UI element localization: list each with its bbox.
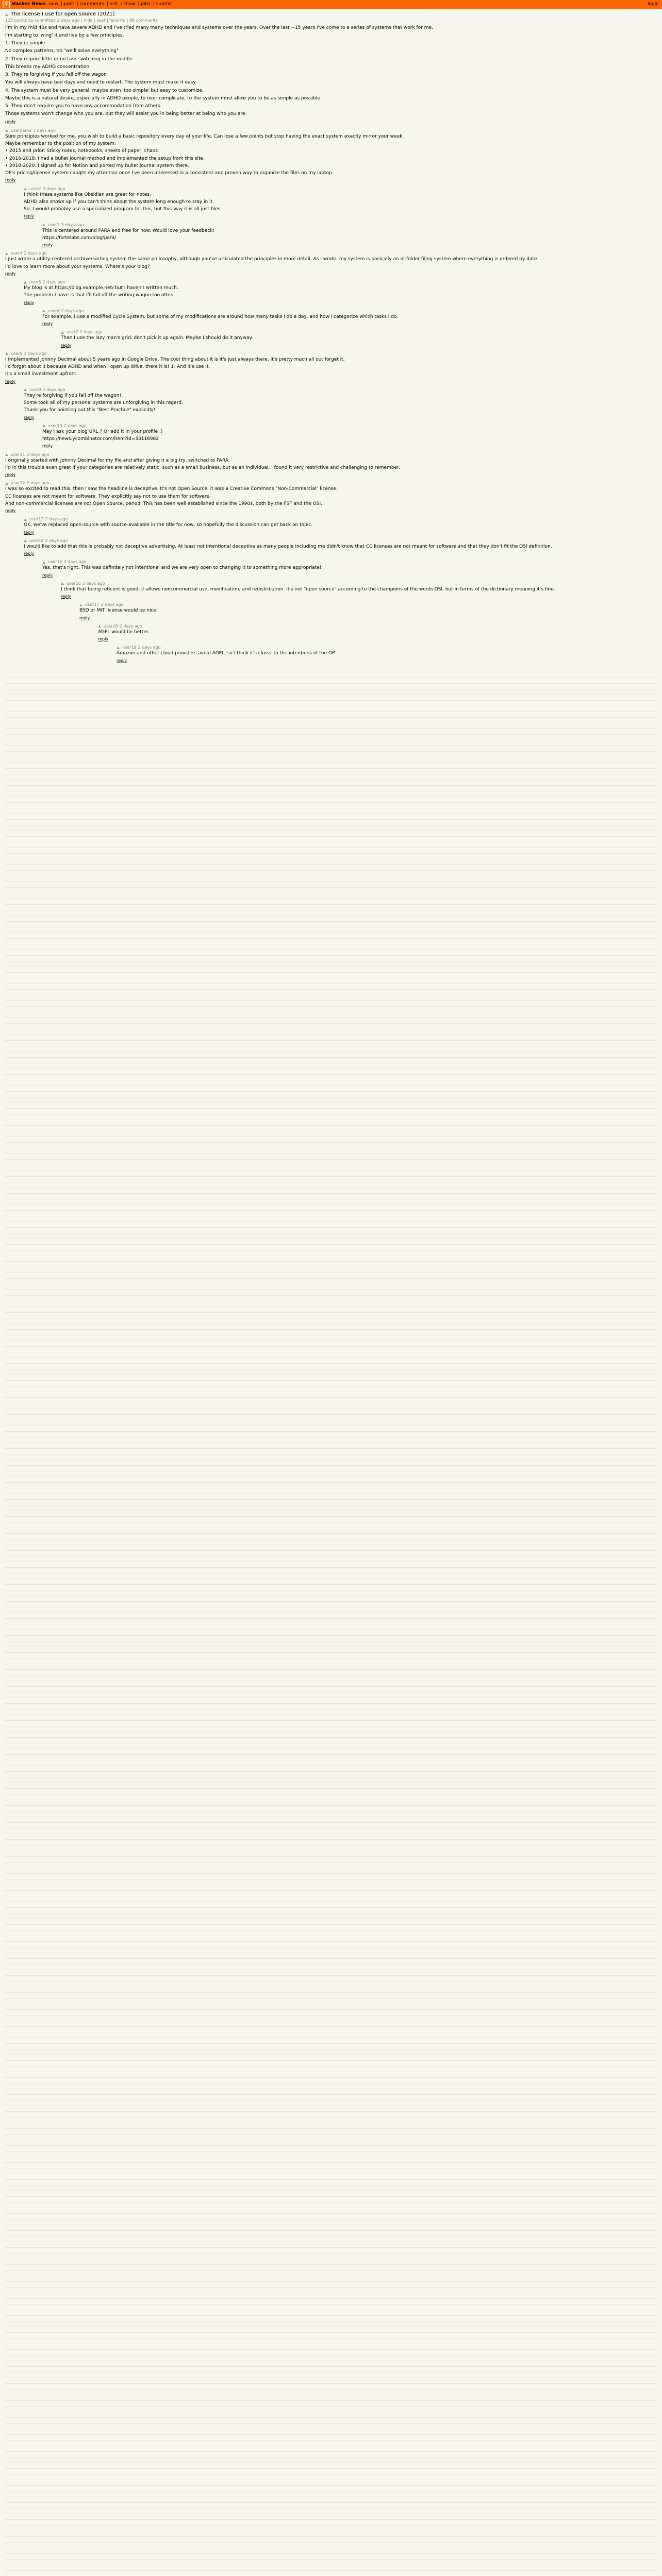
comment-age[interactable]: 2 days ago	[24, 251, 47, 256]
upvote-icon[interactable]	[24, 388, 27, 391]
reply-link[interactable]: reply	[117, 658, 127, 663]
comment-text	[79, 608, 657, 614]
nav-links: new | past | comments | ask | show | jobs | submit	[48, 2, 172, 7]
comment-age[interactable]: 2 days ago	[63, 423, 87, 428]
reply-link[interactable]: reply	[5, 178, 16, 183]
comment-meta	[61, 330, 657, 335]
comment	[42, 560, 657, 579]
comment-user[interactable]: user2	[29, 186, 41, 191]
story-paragraph: 3. They're forgiving if you fall off the wagon	[5, 72, 107, 77]
comment-user[interactable]: user19	[122, 645, 137, 650]
upvote-icon[interactable]	[79, 604, 82, 606]
comment-age[interactable]: 2 days ago	[63, 560, 87, 565]
comment-paragraph: ADHD also shows up if you can't think about the system long enough to stay in it.	[24, 199, 214, 205]
comment-text	[5, 458, 657, 471]
comment-paragraph: It's a small investment upfront.	[5, 371, 78, 377]
comment-text	[24, 544, 657, 550]
upvote-icon[interactable]	[42, 561, 45, 564]
comment	[5, 452, 657, 479]
upvote-icon[interactable]	[42, 425, 45, 427]
comment-paragraph: DP's pricing/license system caught my attention once I've been interested in a consistent and proven way to organize the files on my laptop.	[5, 171, 334, 176]
upvote-icon[interactable]	[5, 129, 8, 132]
story-paragraph: 2. They require little or no task switching in the middle	[5, 56, 133, 62]
nav-comments[interactable]: comments	[79, 2, 104, 7]
comment-user[interactable]: user15	[48, 560, 62, 565]
comment-user[interactable]: user10	[48, 423, 62, 428]
comment-age[interactable]: 2 days ago	[138, 645, 161, 650]
comment-paragraph: The problem I have is that I'll fall off the writing wagon too often.	[24, 293, 175, 298]
more-comments	[5, 667, 657, 2576]
comment	[5, 251, 657, 277]
comment-text	[24, 285, 657, 299]
comment-user[interactable]: user7	[67, 330, 78, 335]
comment-text	[5, 357, 657, 378]
comment-meta	[5, 481, 657, 486]
comment-paragraph: Yes, that's right. This was definitely not intentional and we are very open to changing it to something more appropriate!	[42, 565, 322, 571]
comment-text	[42, 314, 657, 320]
story-paragraph: I'm in my mid 40s and have severe ADHD and I've tried many many techniques and systems over the years. Over the last ~15 years I've come to a series of systems that work for me.	[5, 25, 433, 30]
comment-meta	[61, 581, 657, 586]
comment-user[interactable]: user11	[11, 452, 25, 457]
upvote-icon[interactable]	[61, 331, 64, 334]
comment-text	[24, 192, 657, 213]
comment-age[interactable]: 2 days ago	[61, 308, 84, 313]
story-paragraph: No complex patterns, no "we'll solve everything"	[5, 48, 119, 54]
upvote-icon[interactable]	[24, 281, 27, 284]
comment-meta	[5, 351, 657, 357]
comment-meta	[5, 251, 657, 256]
comment	[24, 387, 657, 421]
comment-user[interactable]: user6	[48, 308, 60, 313]
nav-jobs[interactable]: jobs	[141, 2, 151, 7]
comment-user[interactable]: user14	[29, 538, 44, 543]
comment-meta	[24, 517, 657, 522]
comment-text	[42, 429, 657, 443]
reply-link[interactable]: reply	[24, 300, 35, 305]
comment-paragraph: Sure principles worked for me, you wish to build a basic repository every day of your life. Can lose a few points but stop having the exact system exactly mirror your week.	[5, 133, 404, 139]
comment	[117, 645, 657, 664]
comment-text	[24, 393, 657, 414]
comment-meta	[24, 538, 657, 544]
comment-text	[98, 630, 657, 635]
upvote-icon[interactable]	[5, 453, 8, 456]
comment-paragraph: I would like to add that this is probably not deceptive advertising. At least not intentional deceptive as many people including me didn't know that CC licenses are not meant for software and that they don't fit the OSI definition.	[24, 544, 552, 549]
reply-link[interactable]: reply	[24, 551, 35, 556]
comment-user[interactable]: user13	[29, 517, 44, 522]
upvote-icon[interactable]	[24, 518, 27, 521]
comment	[79, 602, 657, 621]
comment-text	[42, 565, 657, 571]
comment-user[interactable]: user17	[85, 602, 100, 607]
reply-link[interactable]: reply	[42, 321, 53, 326]
comment	[24, 517, 657, 536]
comment-age[interactable]: 2 days ago	[42, 280, 65, 284]
comment-meta	[24, 387, 657, 393]
comment-user[interactable]: user18	[104, 623, 118, 629]
comment-paragraph: I originally started with Johnny Decimal for my file and after giving it a big try, switched to PARA.	[5, 457, 230, 463]
comment-paragraph: Amazon and other cloud providers avoid AGPL, so I think it's closer to the intentions of the OP.	[117, 651, 336, 656]
comment-age[interactable]: 3 days ago	[33, 128, 56, 133]
comment	[5, 481, 657, 514]
upvote-icon[interactable]	[117, 647, 120, 649]
comment-paragraph: I'd love to learn more about your systems. Where's your blog?	[5, 264, 150, 269]
story-meta: 123 points by submitted 2 days ago | hide | past | favorite | 88 comments	[5, 18, 158, 23]
comment-paragraph: Thank you for pointing out this "Best Practice" explicitly!	[24, 408, 156, 413]
nav-submit[interactable]: submit	[156, 2, 172, 7]
comment-age[interactable]: 3 days ago	[42, 186, 65, 191]
upvote-icon[interactable]	[5, 352, 8, 355]
comment	[42, 423, 657, 450]
story-paragraph: Those systems won't change who you are, but they will assist you in being better at being who you are.	[5, 111, 247, 117]
upvote-icon[interactable]	[61, 582, 64, 585]
reply-link[interactable]: reply	[24, 214, 35, 219]
y-logo-icon[interactable]: Y	[3, 2, 10, 8]
nav-show[interactable]: show	[123, 2, 136, 7]
story-paragraph: You will always have bad days and need to restart. The system must make it easy.	[5, 80, 197, 86]
comment-age[interactable]: 2 days ago	[42, 387, 65, 392]
story	[5, 11, 657, 125]
comment-meta	[42, 423, 657, 429]
reply-link[interactable]: reply	[42, 243, 53, 247]
comment-age[interactable]: 2 days ago	[119, 623, 142, 629]
reply-link[interactable]: reply	[5, 472, 16, 477]
comment-age[interactable]: 2 days ago	[26, 481, 49, 486]
comment-paragraph: • 2016-2018: I had a bullet journal method and implemented the setup from this site.	[5, 156, 205, 161]
comment-paragraph: I was so excited to read this, then I saw the headline is deceptive. It's not Open Source. It was a Creative Commons "Non-Commercial" license.	[5, 486, 338, 492]
reply-link[interactable]: reply	[5, 379, 16, 384]
upvote-icon[interactable]	[24, 539, 27, 542]
comment-user[interactable]: user3	[48, 222, 60, 227]
comment-meta	[79, 602, 657, 607]
reply-link[interactable]: reply	[5, 119, 16, 124]
comment-paragraph: • 2018-2020: I signed up for Notion and ported my bullet journal system there.	[5, 163, 189, 168]
upvote-icon[interactable]	[42, 310, 45, 312]
comment-paragraph: They're forgiving if you fall off the wagon!	[24, 393, 122, 398]
comment-paragraph: I'd in this trouble even great if your categories are relatively static, such as a small business, but as an individual, I found it very restrictive and challenging to remember.	[5, 465, 400, 470]
reply-link[interactable]: reply	[61, 594, 72, 599]
comment-user[interactable]: user8	[11, 351, 23, 356]
reply-link[interactable]: reply	[61, 343, 72, 348]
comment-paragraph: My blog is at https://blog.example.net/ but I haven't written much.	[24, 285, 178, 291]
story-paragraph: This breaks my ADHD concentration.	[5, 64, 91, 70]
comment-paragraph: https://fortelabs.com/blog/para/	[42, 235, 117, 241]
nav-past[interactable]: past	[64, 2, 74, 7]
comment-paragraph: I just wrote a utility-centered archive/sorting system the same philosophy, although you've articulated the principles in more detail. As I wrote, my system is basically an in-folder filing system where everything is ordered by date.	[5, 257, 539, 262]
comment-user[interactable]: user12	[11, 481, 25, 486]
comment-age[interactable]: 2 days ago	[24, 351, 47, 356]
comment-age[interactable]: 2 days ago	[101, 602, 124, 607]
story-paragraph: 4. The system must be very general, maybe even 'too simple' but easy to customize.	[5, 88, 204, 93]
brand-name[interactable]: Hacker News	[12, 2, 46, 7]
story-text	[5, 25, 657, 117]
upvote-icon[interactable]	[24, 188, 27, 190]
comment-age[interactable]: 2 days ago	[45, 538, 68, 543]
upvote-icon[interactable]	[5, 482, 8, 485]
comment	[24, 280, 657, 306]
comment-paragraph: May I ask your blog URL ? Or add it in your profile :)	[42, 429, 163, 434]
comment-paragraph: This is centered around PARA and free for now. Would love your feedback!	[42, 228, 215, 233]
comment	[42, 309, 657, 328]
comment-age[interactable]: 2 days ago	[45, 517, 68, 522]
comment-paragraph: https://news.ycombinator.com/item?id=33116982	[42, 436, 159, 442]
comment	[5, 351, 657, 385]
story-title-row	[5, 11, 657, 18]
comment	[24, 538, 657, 557]
comment-user[interactable]: user5	[29, 280, 41, 284]
comment-text	[5, 486, 657, 507]
reply-link[interactable]: reply	[24, 530, 35, 535]
comment-text	[61, 335, 657, 341]
comment-thread	[5, 128, 657, 664]
comment-age[interactable]: 2 days ago	[82, 581, 105, 586]
comment-paragraph: I'd forget about it because ADHD and when I open up drive, there it is! 1- And it's use it.	[5, 364, 210, 369]
comment-paragraph: So, I would probably use a specialized program for this, but this way it is all just files.	[24, 207, 222, 212]
comment-meta	[42, 223, 657, 228]
story-paragraph: Maybe this is a natural desire, especially in ADHD people, to over complicate, to the system must allow you to be as simple as possible.	[5, 95, 322, 101]
comment-text	[117, 651, 657, 656]
comment-text	[5, 257, 657, 270]
nav-ask[interactable]: ask	[109, 2, 118, 7]
comment	[61, 581, 657, 600]
reply-link[interactable]: reply	[5, 271, 16, 276]
comment-text	[42, 228, 657, 242]
story-title[interactable]: The license I use for open source (2021)	[11, 11, 115, 17]
comment-paragraph: I think that being reticent is good, it allows noncommercial use, modification, and redistribution. It's not "open source" according to the champions of the words OSI, but in terms of the dictionary meaning it's fine.	[61, 586, 555, 592]
comment-text	[24, 522, 657, 528]
story-paragraph: I'm starting to 'wing' it and live by a few principles.	[5, 32, 124, 38]
comment-paragraph: Then I use the lazy man's grid, don't pick it up again. Maybe I should do it anyway.	[61, 335, 253, 341]
reply-link[interactable]: reply	[42, 444, 53, 449]
comment-paragraph: And non-commercial licenses are not Open Source, period. This has been well established since the 1990s, both by the FSF and the OSI.	[5, 501, 323, 506]
comment	[5, 128, 657, 184]
comment-paragraph: For example, I use a modified Cycle System, but some of my modifications are around how many tasks I do a day, and how I categorize which tasks I do.	[42, 314, 399, 319]
comment-age[interactable]: 2 days ago	[26, 452, 49, 457]
reply-link[interactable]: reply	[42, 572, 53, 578]
comment-age[interactable]: 3 days ago	[61, 222, 84, 227]
comment-meta	[42, 560, 657, 565]
comment-meta	[24, 280, 657, 285]
comment-meta	[5, 128, 657, 133]
comment-paragraph: I think these systems like Obsidian are great for notes.	[24, 192, 151, 197]
comment-meta	[24, 187, 657, 192]
reply-link[interactable]: reply	[98, 637, 109, 641]
story-paragraph: 1. They're simple	[5, 41, 45, 46]
reply-link[interactable]: reply	[5, 509, 16, 513]
comment-paragraph: OK, we've replaced open-source with source-available in the title for now, so hopefully the discussion can get back on topic.	[24, 522, 313, 528]
upvote-icon[interactable]	[5, 13, 8, 16]
comment	[42, 223, 657, 249]
comment-paragraph: CC licenses are not meant for software. They explicitly say not to use them for software.	[5, 494, 211, 499]
comment-paragraph: Some took all of my personal systems are unforgiving in this regard.	[24, 400, 183, 405]
comment-user[interactable]: username	[11, 128, 31, 133]
comment-user[interactable]: user16	[67, 581, 81, 586]
comment	[98, 624, 657, 643]
comment-paragraph: I implemented Johnny Decimal about 5 years ago in Google Drive. The cool thing about it is it's just always there. It's pretty much all out forget it.	[5, 357, 345, 362]
comment-age[interactable]: 2 days ago	[79, 330, 103, 335]
comment-meta	[117, 645, 657, 650]
comment-user[interactable]: user4	[11, 251, 23, 256]
login-link[interactable]: login	[648, 2, 659, 7]
upvote-icon[interactable]	[98, 625, 101, 628]
comment-paragraph: BSD or MIT license would be nice.	[79, 608, 158, 614]
comment-meta	[42, 309, 657, 314]
comment-paragraph: Maybe remember to the position of my system:	[5, 141, 116, 146]
story-paragraph: 5. They don't require you to have any accommodation from others.	[5, 104, 162, 109]
comment-meta	[5, 452, 657, 457]
upvote-icon[interactable]	[42, 224, 45, 226]
reply-link[interactable]: reply	[24, 415, 35, 420]
nav-new[interactable]: new	[48, 2, 59, 7]
comment	[24, 187, 657, 220]
comment-text	[61, 587, 657, 592]
comment-user[interactable]: user9	[29, 387, 41, 392]
comment	[61, 330, 657, 349]
top-bar	[0, 0, 662, 9]
reply-link[interactable]: reply	[79, 615, 90, 620]
comment-text	[5, 134, 657, 177]
comment-meta	[98, 624, 657, 629]
upvote-icon[interactable]	[5, 252, 8, 255]
comment-paragraph: AGPL would be better.	[98, 629, 150, 635]
comment-paragraph: • 2015 and prior: Sticky notes, notebooks, sheets of paper, chaos	[5, 148, 158, 154]
